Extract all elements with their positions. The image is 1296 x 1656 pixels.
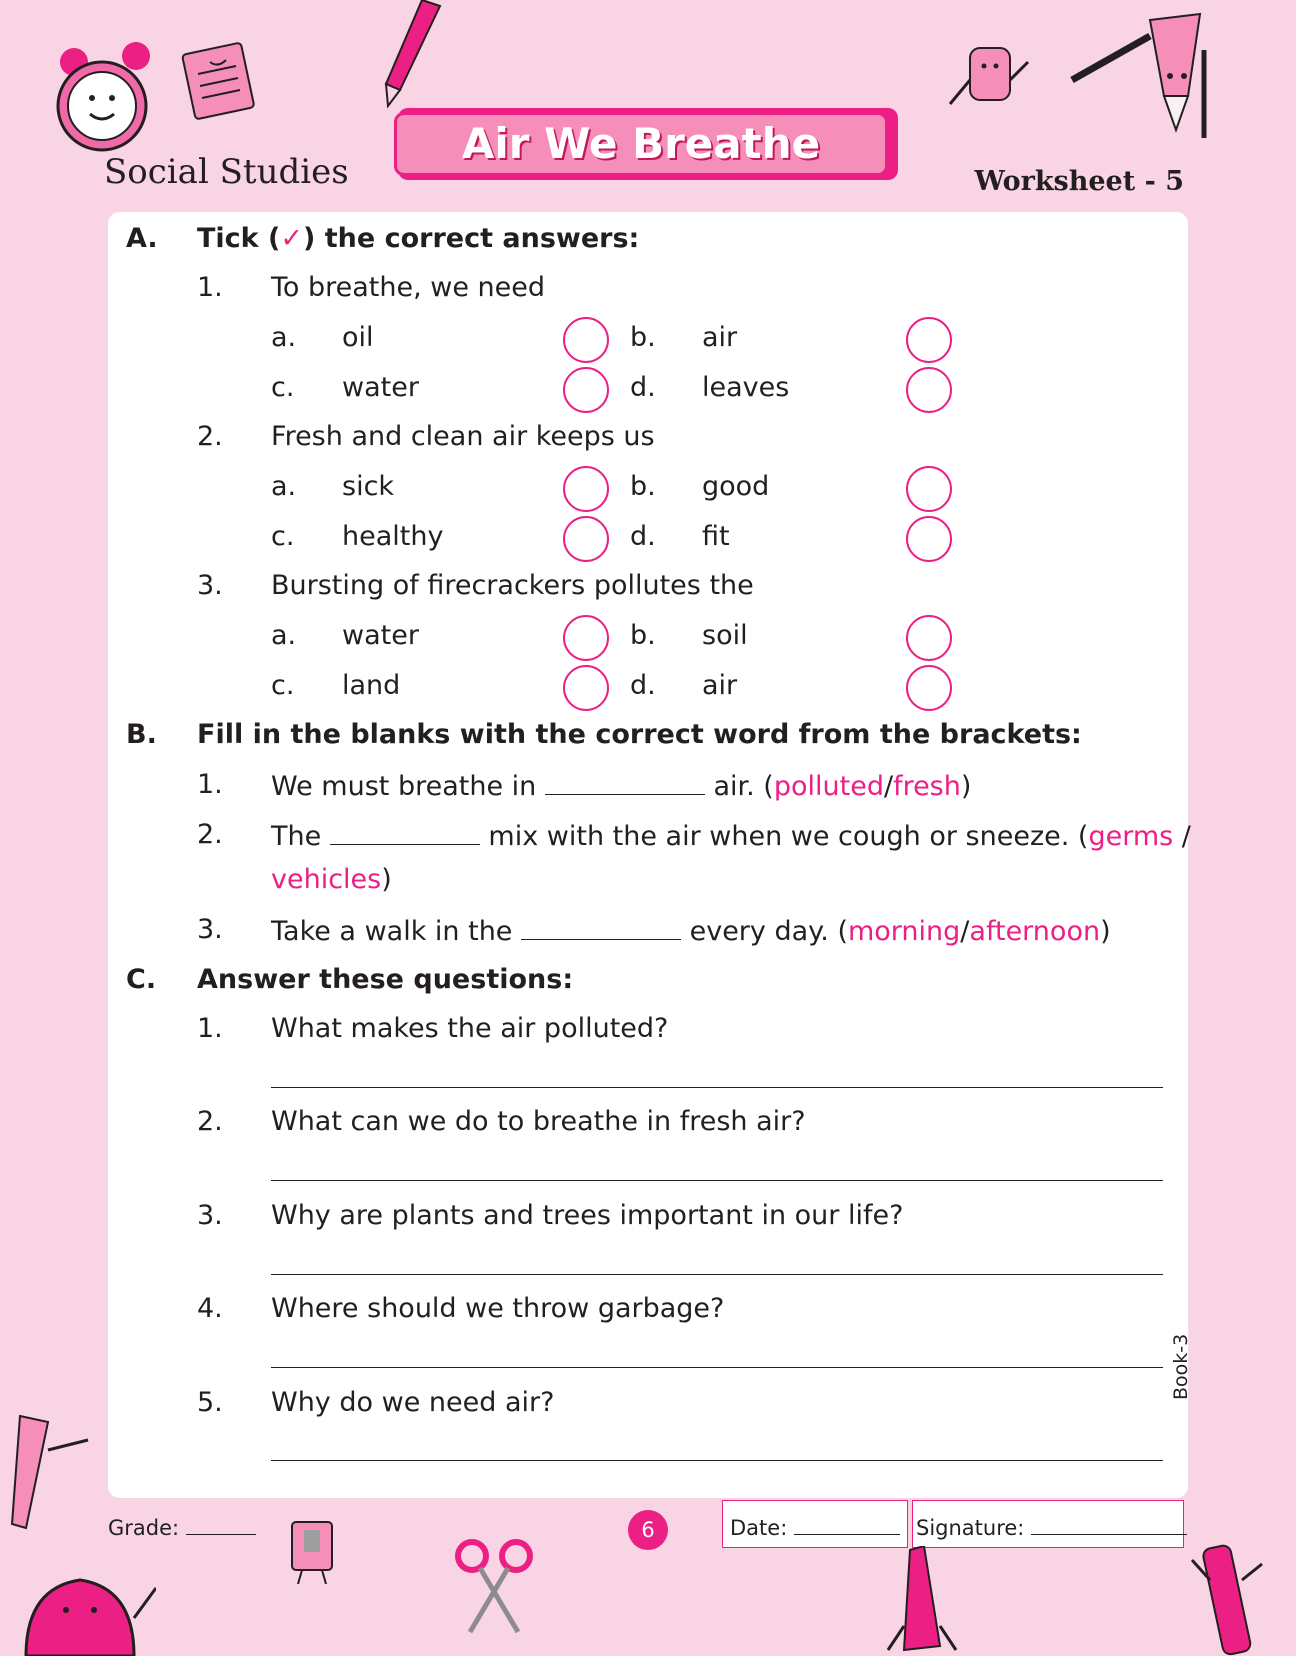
blank-line[interactable] xyxy=(545,768,705,795)
item-number: 2. xyxy=(197,819,223,850)
answer-line[interactable] xyxy=(271,1367,1163,1368)
section-a-letter: A. xyxy=(126,223,158,254)
question-number: 2. xyxy=(197,1106,223,1137)
pen-character-icon xyxy=(1188,1536,1272,1656)
answer-line[interactable] xyxy=(271,1180,1163,1181)
fill-blank-continuation: vehicles) xyxy=(271,864,392,895)
question-text: What can we do to breathe in fresh air? xyxy=(271,1106,806,1137)
signature-field[interactable]: Signature: xyxy=(916,1516,1187,1540)
answer-circle[interactable] xyxy=(563,317,609,363)
worksheet-number: Worksheet - 5 xyxy=(974,166,1184,197)
option-text: air xyxy=(702,670,738,701)
option-text: fit xyxy=(702,521,730,552)
section-a-heading: Tick (✓) the correct answers: xyxy=(197,223,640,254)
option-letter: a. xyxy=(271,322,297,353)
question-text: Fresh and clean air keeps us xyxy=(271,421,655,452)
question-number: 3. xyxy=(197,1200,223,1231)
option-letter: a. xyxy=(271,620,297,651)
notepad-icon xyxy=(172,40,262,124)
question-text: Bursting of firecrackers pollutes the xyxy=(271,570,754,601)
scissors-icon xyxy=(454,1536,534,1636)
option-text: air xyxy=(702,322,738,353)
answer-line[interactable] xyxy=(271,1274,1163,1275)
option-text: leaves xyxy=(702,372,790,403)
answer-circle[interactable] xyxy=(563,367,609,413)
subject-title: Social Studies xyxy=(104,152,349,192)
option-letter: b. xyxy=(630,471,656,502)
answer-circle[interactable] xyxy=(906,665,952,711)
answer-circle[interactable] xyxy=(906,317,952,363)
page-number: 6 xyxy=(641,1518,655,1542)
answer-circle[interactable] xyxy=(906,615,952,661)
option-text: water xyxy=(342,620,419,651)
question-number: 3. xyxy=(197,570,223,601)
question-number: 4. xyxy=(197,1293,223,1324)
fill-blank-sentence: Take a walk in the every day. (morning/afternoon) xyxy=(271,913,1111,949)
eraser-character-icon xyxy=(940,40,1030,120)
fill-blank-sentence: The mix with the air when we cough or sneeze. (germs / xyxy=(271,818,1191,854)
option-text: water xyxy=(342,372,419,403)
question-text: Why do we need air? xyxy=(271,1387,555,1418)
answer-circle[interactable] xyxy=(563,516,609,562)
answer-line[interactable] xyxy=(271,1460,1163,1461)
option-letter: d. xyxy=(630,372,656,403)
option-letter: c. xyxy=(271,521,295,552)
option-letter: c. xyxy=(271,372,295,403)
tick-icon: ✓ xyxy=(280,223,303,254)
pencil-icon xyxy=(378,0,448,110)
item-number: 3. xyxy=(197,914,223,945)
option-letter: d. xyxy=(630,521,656,552)
option-letter: b. xyxy=(630,620,656,651)
option-text: sick xyxy=(342,471,395,502)
answer-circle[interactable] xyxy=(906,367,952,413)
option-letter: c. xyxy=(271,670,295,701)
question-text: Where should we throw garbage? xyxy=(271,1293,725,1324)
blank-line[interactable] xyxy=(521,913,681,940)
option-text: soil xyxy=(702,620,748,651)
option-text: oil xyxy=(342,322,374,353)
question-text: Why are plants and trees important in our life? xyxy=(271,1200,904,1231)
answer-circle[interactable] xyxy=(563,466,609,512)
ruler-character-icon xyxy=(8,1410,98,1530)
date-field[interactable]: Date: xyxy=(730,1516,900,1540)
fill-blank-sentence: We must breathe in air. (polluted/fresh) xyxy=(271,768,971,804)
worksheet-title: Air We Breathe xyxy=(461,119,821,168)
option-letter: b. xyxy=(630,322,656,353)
answer-circle[interactable] xyxy=(563,665,609,711)
section-c-letter: C. xyxy=(126,964,157,995)
option-text: good xyxy=(702,471,770,502)
answer-circle[interactable] xyxy=(563,615,609,661)
book-label: Book-3 xyxy=(1170,1333,1192,1400)
alarm-clock-icon xyxy=(52,40,162,160)
grade-field[interactable]: Grade: xyxy=(108,1516,256,1540)
pencil-character-icon xyxy=(1070,10,1220,140)
bag-character-icon xyxy=(16,1528,156,1656)
answer-line[interactable] xyxy=(271,1087,1163,1088)
option-letter: a. xyxy=(271,471,297,502)
blank-line[interactable] xyxy=(330,818,480,845)
question-number: 1. xyxy=(197,272,223,303)
item-number: 1. xyxy=(197,769,223,800)
sharpener-character-icon xyxy=(284,1516,344,1586)
question-number: 1. xyxy=(197,1013,223,1044)
section-b-heading: Fill in the blanks with the correct word from the brackets: xyxy=(197,719,1082,750)
option-letter: d. xyxy=(630,670,656,701)
option-text: land xyxy=(342,670,401,701)
question-number: 5. xyxy=(197,1387,223,1418)
crayon-character-icon xyxy=(880,1546,960,1656)
answer-circle[interactable] xyxy=(906,516,952,562)
answer-circle[interactable] xyxy=(906,466,952,512)
section-c-heading: Answer these questions: xyxy=(197,964,574,995)
section-b-letter: B. xyxy=(126,719,157,750)
question-text: What makes the air polluted? xyxy=(271,1013,669,1044)
option-text: healthy xyxy=(342,521,444,552)
question-number: 2. xyxy=(197,421,223,452)
question-text: To breathe, we need xyxy=(271,272,546,303)
